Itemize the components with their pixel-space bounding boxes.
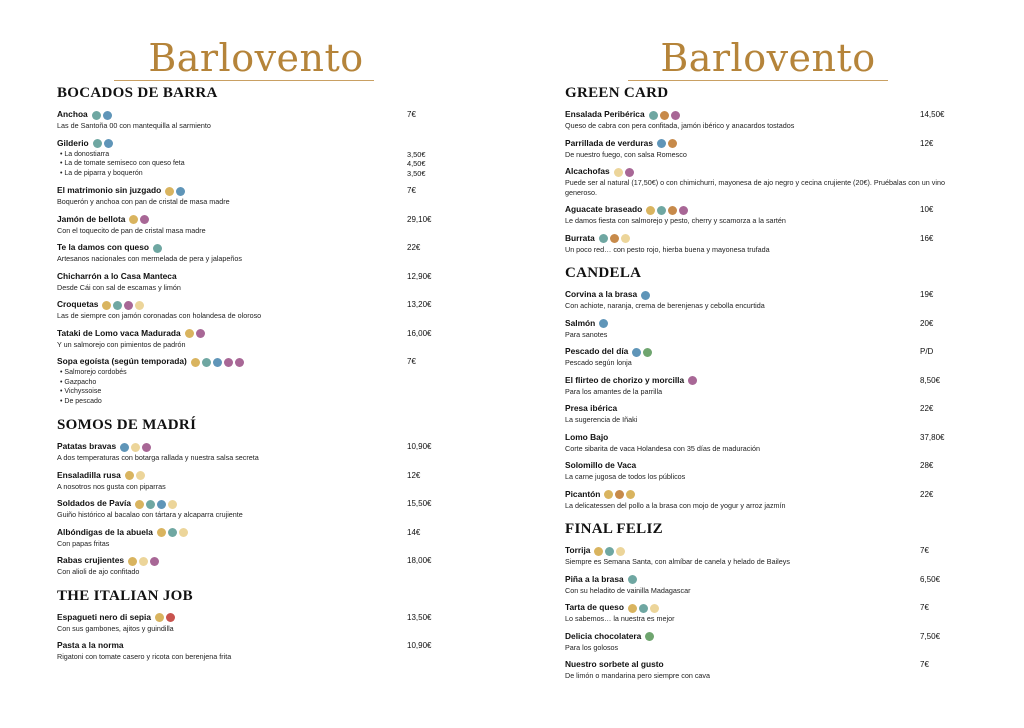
menu-section	[57, 416, 437, 577]
menu-item-header	[57, 270, 437, 283]
dish-description: Un poco red… con pesto rojo, hierba buena y mayonesa trufada	[565, 244, 770, 254]
menu-item-header	[565, 402, 975, 415]
menu-item	[565, 317, 975, 340]
dish-price: 10€	[920, 205, 934, 214]
menu-item	[565, 630, 975, 653]
dish-name: Ensalada Peribérica	[565, 109, 645, 120]
allergen-teal-icon	[649, 111, 658, 120]
menu-item-header	[565, 108, 975, 121]
dish-name: Piña a la brasa	[565, 573, 624, 584]
menu-item	[57, 469, 437, 492]
dish-description: Las de siempre con jamón coronadas con holandesa de oloroso	[57, 311, 262, 320]
dish-description: Guiño histórico al bacalao con tártara y alcaparra crujiente	[57, 510, 243, 519]
menu-item-header	[57, 298, 437, 311]
allergen-lgold-icon	[621, 234, 630, 243]
dish-description: Rigatoni con tomate casero y ricota con berenjena frita	[57, 652, 232, 661]
menu-item-header	[565, 431, 975, 444]
menu-item	[565, 137, 975, 160]
dish-description: A nosotros nos gusta con piparras	[57, 481, 166, 491]
dish-variant	[57, 159, 437, 169]
dish-price: 6,50€	[920, 574, 941, 584]
menu-item-header	[565, 573, 975, 586]
allergen-icons	[646, 203, 690, 216]
allergen-teal-icon	[657, 206, 666, 215]
dish-name: Anchoa	[57, 109, 88, 120]
variant-label: • La donostiarra	[60, 150, 110, 158]
dish-description: Con achiote, naranja, crema de berenjenas y cebolla encurtida	[565, 301, 765, 310]
allergen-gold-icon	[155, 613, 164, 622]
dish-price: 16,00€	[407, 328, 432, 338]
dish-price: 18,00€	[407, 556, 432, 565]
dish-name: Corvina a la brasa	[565, 289, 638, 300]
menu-item-header	[565, 317, 975, 330]
dish-description: Las de Santoña 00 con mantequilla al sarmiento	[57, 121, 211, 130]
dish-name: Lomo Bajo	[565, 431, 609, 442]
variant-price: 3,50€	[407, 149, 426, 159]
menu-item-header	[57, 213, 437, 226]
dish-price: 13,20€	[407, 300, 432, 309]
dish-price: 22€	[920, 489, 934, 499]
allergen-purple-icon	[671, 111, 680, 120]
dish-description: Para los amantes de la parrilla	[565, 386, 663, 396]
allergen-blue-icon	[103, 111, 112, 120]
dish-description: Corte sibarita de vaca Holandesa con 35 días de maduración	[565, 443, 760, 453]
allergen-teal-icon	[146, 500, 155, 509]
dish-name: Torrija	[565, 545, 591, 556]
dish-description: Le damos fiesta con salmorejo y pesto, cherry y scamorza a la sartén	[565, 216, 786, 225]
allergen-lgold-icon	[136, 471, 145, 480]
allergen-gold-icon	[594, 547, 603, 556]
allergen-purple-icon	[142, 443, 151, 452]
allergen-icons	[594, 544, 627, 557]
allergen-gold-icon	[165, 187, 174, 196]
dish-price: P/D	[920, 347, 934, 356]
dish-price: 14,50€	[920, 110, 945, 119]
menu-item	[57, 497, 437, 520]
menu-item-header	[565, 601, 975, 614]
menu-item-header	[57, 611, 437, 624]
allergen-purple-icon	[140, 215, 149, 224]
allergen-brown-icon	[668, 206, 677, 215]
logo-divider	[628, 80, 888, 81]
menu-item-header	[57, 554, 437, 567]
variant-label: • La de piparra y boquerón	[60, 169, 143, 177]
allergen-icons	[120, 440, 153, 453]
allergen-purple-icon	[235, 358, 244, 367]
variant-price: 4,50€	[407, 159, 426, 168]
dish-price: 13,50€	[407, 612, 432, 622]
allergen-lgold-icon	[131, 443, 140, 452]
allergen-purple-icon	[679, 206, 688, 215]
dish-price: 7€	[407, 186, 416, 195]
allergen-lgold-icon	[614, 168, 623, 177]
dish-price: 22€	[920, 404, 934, 413]
dish-description: A dos temperaturas con botarga rallada y nuestra salsa secreta	[57, 453, 259, 462]
allergen-lgold-icon	[168, 500, 177, 509]
dish-price: 15,50€	[407, 499, 432, 508]
allergen-purple-icon	[224, 358, 233, 367]
dish-variant	[57, 169, 437, 179]
allergen-teal-icon	[153, 244, 162, 253]
menu-item	[57, 298, 437, 321]
dish-price: 12€	[920, 138, 934, 148]
dish-name: Sopa egoísta (según temporada)	[57, 356, 187, 367]
dish-name: Alcachofas	[565, 166, 610, 177]
menu-item	[57, 270, 437, 293]
allergen-green-icon	[643, 348, 652, 357]
dish-name: Croquetas	[57, 299, 99, 310]
menu-item-header	[565, 658, 975, 671]
dish-description: Siempre es Semana Santa, con almíbar de canela y helado de Baileys	[565, 557, 790, 566]
dish-name: Espagueti nero di sepia	[57, 611, 152, 622]
section-title: CANDELA	[565, 265, 642, 281]
dish-name: Rabas crujientes	[57, 555, 125, 566]
allergen-blue-icon	[657, 139, 666, 148]
dish-name: Presa ibérica	[565, 403, 618, 414]
allergen-lgold-icon	[650, 604, 659, 613]
menu-item	[565, 431, 975, 454]
dish-name: Jamón de bellota	[57, 213, 126, 224]
dish-price: 7€	[920, 603, 929, 612]
allergen-gold-icon	[125, 471, 134, 480]
menu-section	[57, 587, 437, 662]
allergen-brown-icon	[610, 234, 619, 243]
allergen-icons	[599, 232, 632, 245]
menu-item	[565, 402, 975, 425]
menu-item	[565, 108, 975, 131]
allergen-blue-icon	[176, 187, 185, 196]
menu-column-left	[57, 84, 437, 662]
dish-name: Salmón	[565, 317, 596, 328]
menu-item	[565, 165, 975, 197]
allergen-icons	[185, 327, 207, 340]
allergen-teal-icon	[639, 604, 648, 613]
dish-price: 7€	[920, 660, 929, 669]
allergen-gold-icon	[646, 206, 655, 215]
menu-item	[57, 355, 437, 406]
dish-name: Tataki de Lomo vaca Madurada	[57, 327, 181, 338]
dish-description: La sugerencia de Iñaki	[565, 415, 638, 424]
allergen-blue-icon	[157, 500, 166, 509]
allergen-icons	[688, 374, 699, 387]
allergen-icons	[649, 108, 682, 121]
dish-variant	[57, 150, 437, 160]
dish-name: Albóndigas de la abuela	[57, 526, 153, 537]
allergen-blue-icon	[213, 358, 222, 367]
menu-item-header	[565, 165, 975, 178]
allergen-icons	[641, 288, 652, 301]
allergen-teal-icon	[605, 547, 614, 556]
dish-price: 12€	[407, 470, 421, 480]
variant-label: • Gazpacho	[60, 378, 97, 386]
allergen-blue-icon	[104, 139, 113, 148]
menu-item-header	[57, 639, 437, 652]
variant-label: • De pescado	[60, 397, 102, 405]
allergen-blue-icon	[120, 443, 129, 452]
allergen-icons	[153, 241, 164, 254]
allergen-purple-icon	[150, 557, 159, 566]
dish-description: Con el toquecito de pan de cristal masa madre	[57, 225, 206, 235]
menu-item-header	[57, 497, 437, 510]
allergen-icons	[628, 601, 661, 614]
allergen-gold-icon	[185, 329, 194, 338]
dish-description: La carne jugosa de todos los públicos	[565, 472, 686, 481]
dish-name: Pasta a la norma	[57, 640, 124, 651]
dish-name: Delicia chocolatera	[565, 630, 642, 641]
menu-item	[565, 601, 975, 624]
allergen-lgold-icon	[139, 557, 148, 566]
menu-item-header	[565, 630, 975, 643]
allergen-gold-icon	[157, 528, 166, 537]
dish-variant	[57, 378, 437, 388]
menu-item	[565, 658, 975, 681]
dish-price: 14€	[407, 527, 421, 537]
dish-description: Lo sabemos… la nuestra es mejor	[565, 614, 675, 623]
dish-name: Picantón	[565, 488, 601, 499]
dish-description: Con sus gambones, ajitos y guindilla	[57, 623, 174, 633]
allergen-gold-icon	[604, 490, 613, 499]
menu-item	[57, 241, 437, 264]
dish-name: Nuestro sorbete al gusto	[565, 659, 664, 670]
section-title: GREEN CARD	[565, 85, 669, 101]
dish-description: De limón o mandarina pero siempre con cava	[565, 671, 711, 680]
variant-label: • Salmorejo cordobés	[60, 369, 127, 376]
allergen-gold-icon	[102, 301, 111, 310]
dish-description: Artesanos nacionales con mermelada de pera y jalapeños	[57, 254, 242, 263]
allergen-icons	[102, 298, 146, 311]
menu-item	[565, 573, 975, 596]
menu-item	[57, 639, 437, 662]
menu-item	[57, 213, 437, 236]
dish-description: Con alioli de ajo confitado	[57, 567, 140, 576]
menu-item-header	[57, 108, 437, 121]
menu-item	[57, 327, 437, 350]
allergen-icons	[129, 213, 151, 226]
section-title: THE ITALIAN JOB	[57, 587, 193, 604]
dish-variant	[57, 368, 437, 378]
dish-description: De nuestro fuego, con salsa Romesco	[565, 149, 687, 159]
dish-price: 12,90€	[407, 271, 432, 281]
dish-name: Solomillo de Vaca	[565, 460, 637, 471]
menu-item	[565, 459, 975, 482]
dish-name: Burrata	[565, 232, 595, 243]
allergen-green-icon	[645, 632, 654, 641]
allergen-icons	[157, 526, 190, 539]
section-title: SOMOS DE MADRÍ	[57, 417, 197, 433]
dish-price: 7€	[407, 110, 416, 119]
menu-item-header	[57, 440, 437, 453]
menu-item-header	[57, 469, 437, 482]
dish-price: 22€	[407, 243, 421, 252]
allergen-icons	[128, 554, 161, 567]
menu-item	[57, 108, 437, 131]
menu-section	[565, 264, 975, 510]
allergen-blue-icon	[641, 291, 650, 300]
brand-logo: Barlovento	[148, 36, 364, 80]
allergen-icons	[645, 630, 656, 643]
dish-description: Con papas fritas	[57, 538, 110, 548]
allergen-icons	[632, 345, 654, 358]
menu-item	[57, 526, 437, 549]
allergen-gold-icon	[628, 604, 637, 613]
allergen-gold-icon	[129, 215, 138, 224]
menu-item	[565, 488, 975, 511]
dish-price: 7,50€	[920, 631, 941, 641]
allergen-icons	[599, 317, 610, 330]
menu-item	[565, 203, 975, 226]
menu-column-right	[565, 84, 975, 681]
dish-name: Pescado del día	[565, 346, 629, 357]
allergen-gold-icon	[626, 490, 635, 499]
menu-page-right	[512, 0, 1024, 728]
dish-price: 10,90€	[407, 641, 432, 650]
dish-name: Patatas bravas	[57, 441, 117, 452]
menu-item-header	[57, 355, 437, 368]
allergen-teal-icon	[599, 234, 608, 243]
allergen-brown-icon	[668, 139, 677, 148]
dish-variant	[57, 397, 437, 407]
allergen-brown-icon	[660, 111, 669, 120]
dish-name: Parrillada de verduras	[565, 137, 653, 148]
allergen-purple-icon	[625, 168, 634, 177]
allergen-icons	[614, 165, 636, 178]
allergen-blue-icon	[599, 319, 608, 328]
allergen-gold-icon	[128, 557, 137, 566]
menu-item	[565, 288, 975, 311]
allergen-purple-icon	[196, 329, 205, 338]
allergen-red-icon	[166, 613, 175, 622]
menu-item	[57, 137, 437, 179]
dish-name: Chicharrón a lo Casa Manteca	[57, 270, 177, 281]
allergen-icons	[191, 355, 246, 368]
dish-price: 16€	[920, 233, 934, 243]
allergen-icons	[93, 137, 115, 150]
allergen-teal-icon	[113, 301, 122, 310]
menu-item-header	[565, 288, 975, 301]
menu-section	[565, 520, 975, 681]
menu-item-header	[565, 232, 975, 245]
menu-item	[565, 544, 975, 567]
menu-item	[57, 184, 437, 207]
menu-item-header	[57, 184, 437, 197]
menu-item-header	[565, 488, 975, 501]
dish-description: Pescado según lonja	[565, 358, 632, 367]
dish-description: Boquerón y anchoa con pan de cristal de masa madre	[57, 197, 230, 206]
allergen-icons	[628, 573, 639, 586]
dish-price: 37,80€	[920, 432, 945, 442]
allergen-teal-icon	[628, 575, 637, 584]
allergen-icons	[135, 497, 179, 510]
dish-variant	[57, 387, 437, 397]
allergen-icons	[155, 611, 177, 624]
dish-description: Para los golosos	[565, 642, 619, 652]
allergen-icons	[604, 488, 637, 501]
dish-price: 19€	[920, 290, 934, 299]
menu-item	[565, 374, 975, 397]
menu-item	[57, 611, 437, 634]
allergen-teal-icon	[92, 111, 101, 120]
dish-description: La delicatessen del pollo a la brasa con mojo de yogur y arroz jazmín	[565, 500, 786, 510]
menu-item	[565, 345, 975, 368]
dish-name: El flirteo de chorizo y morcilla	[565, 374, 685, 385]
menu-item-header	[57, 241, 437, 254]
logo-divider	[114, 80, 374, 81]
menu-item-header	[565, 203, 975, 216]
allergen-gold-icon	[191, 358, 200, 367]
menu-item	[57, 440, 437, 463]
dish-description: Para sanotes	[565, 329, 608, 339]
brand-logo: Barlovento	[660, 36, 876, 80]
variant-label: • La de tomate semiseco con queso feta	[60, 160, 185, 167]
section-title: BOCADOS DE BARRA	[57, 85, 218, 101]
dish-name: Soldados de Pavía	[57, 498, 132, 509]
menu-item	[57, 554, 437, 577]
allergen-icons	[92, 108, 114, 121]
menu-item-header	[57, 526, 437, 539]
dish-description: Puede ser al natural (17,50€) o con chimichurri, mayonesa de ajo negro y cecina crujiente (20€). Pruébalas con un vino generoso.	[565, 178, 945, 197]
menu-item-header	[565, 459, 975, 472]
allergen-lgold-icon	[179, 528, 188, 537]
menu-item-header	[57, 137, 437, 150]
variant-label: • Vichyssoise	[60, 388, 102, 395]
allergen-purple-icon	[124, 301, 133, 310]
dish-name: Tarta de queso	[565, 602, 624, 613]
dish-price: 20€	[920, 318, 934, 328]
allergen-icons	[657, 137, 679, 150]
dish-price: 29,10€	[407, 214, 432, 224]
dish-name: Aguacate braseado	[565, 204, 643, 215]
menu-section	[565, 84, 975, 254]
allergen-lgold-icon	[135, 301, 144, 310]
allergen-purple-icon	[688, 376, 697, 385]
allergen-teal-icon	[202, 358, 211, 367]
dish-description: Con su heladito de vainilla Madagascar	[565, 585, 691, 595]
dish-price: 10,90€	[407, 442, 432, 451]
menu-item-header	[565, 374, 975, 387]
allergen-blue-icon	[632, 348, 641, 357]
dish-price: 7€	[407, 357, 416, 366]
allergen-icons	[125, 469, 147, 482]
dish-price: 28€	[920, 461, 934, 470]
menu-section	[57, 84, 437, 406]
allergen-brown-icon	[615, 490, 624, 499]
menu-item-header	[565, 137, 975, 150]
dish-name: Gilderio	[57, 137, 89, 148]
menu-item	[565, 232, 975, 255]
dish-price: 7€	[920, 546, 929, 555]
allergen-icons	[165, 184, 187, 197]
dish-description: Queso de cabra con pera confitada, jamón ibérico y anacardos tostados	[565, 121, 795, 130]
menu-item-header	[565, 544, 975, 557]
dish-description: Y un salmorejo con pimientos de padrón	[57, 339, 186, 349]
dish-name: El matrimonio sin juzgado	[57, 185, 162, 196]
dish-name: Te la damos con queso	[57, 242, 149, 253]
dish-description: Desde Cái con sal de escamas y limón	[57, 282, 181, 292]
menu-item-header	[565, 345, 975, 358]
dish-name: Ensaladilla rusa	[57, 469, 121, 480]
section-title: FINAL FELIZ	[565, 521, 663, 537]
allergen-lgold-icon	[616, 547, 625, 556]
allergen-teal-icon	[168, 528, 177, 537]
allergen-teal-icon	[93, 139, 102, 148]
variant-price: 3,50€	[407, 168, 426, 178]
allergen-gold-icon	[135, 500, 144, 509]
dish-price: 8,50€	[920, 375, 941, 385]
menu-item-header	[57, 327, 437, 340]
